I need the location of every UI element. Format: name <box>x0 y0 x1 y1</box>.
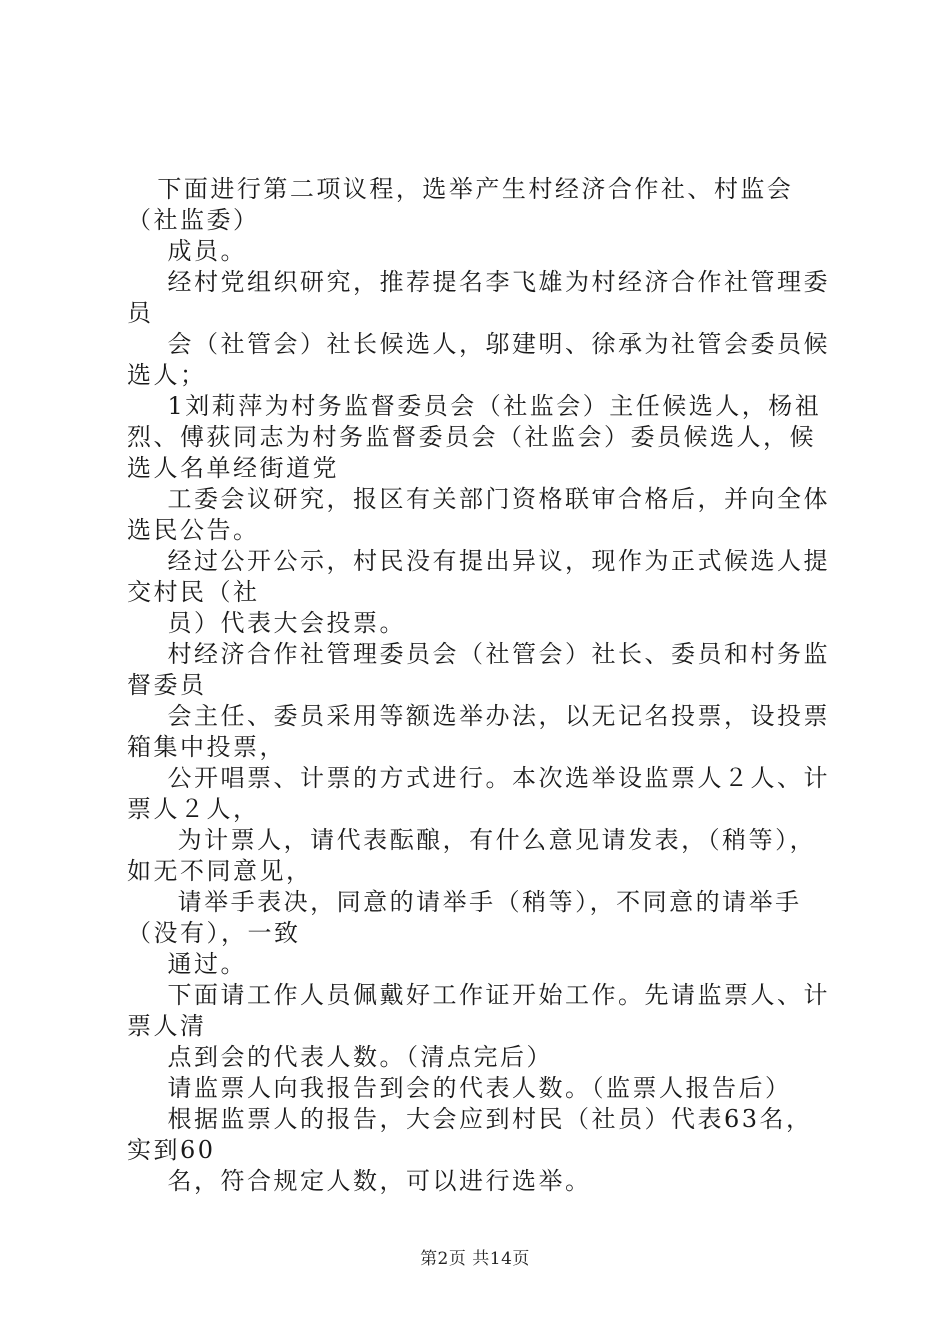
page-number-footer: 第2页 共14页 <box>420 1249 530 1269</box>
paragraph-17: 请监票人向我报告到会的代表人数。（监票人报告后） <box>127 1074 792 1102</box>
paragraph-11: 公开唱票、计票的方式进行。本次选举设监票人２人、计票人２人， <box>127 764 831 823</box>
paragraph-10: 会主任、委员采用等额选举办法，以无记名投票，设投票箱集中投票， <box>127 702 831 761</box>
paragraph-19: 名，符合规定人数，可以进行选举。 <box>127 1167 592 1195</box>
paragraph-15: 下面请工作人员佩戴好工作证开始工作。先请监票人、计票人清 <box>127 981 831 1040</box>
paragraph-9: 村经济合作社管理委员会（社管会）社长、委员和村务监督委员 <box>127 640 831 699</box>
paragraph-1: 下面进行第二项议程，选举产生村经济合作社、村监会（社监委） <box>127 175 794 234</box>
paragraph-7: 经过公开公示，村民没有提出异议，现作为正式候选人提交村民（社 <box>127 547 831 606</box>
paragraph-13: 请举手表决，同意的请举手（稍等），不同意的请举手（没有），一致 <box>127 888 802 947</box>
paragraph-3: 经村党组织研究，推荐提名李飞雄为村经济合作社管理委员 <box>127 268 831 327</box>
paragraph-12: 为计票人，请代表酝酿，有什么意见请发表，（稍等），如无不同意见， <box>127 826 817 885</box>
paragraph-4: 会（社管会）社长候选人，邬建明、徐承为社管会委员候选人； <box>127 330 831 389</box>
document-body <box>127 174 837 1197</box>
paragraph-16: 点到会的代表人数。（清点完后） <box>127 1043 554 1071</box>
paragraph-14: 通过。 <box>127 950 248 978</box>
paragraph-5: 1刘莉萍为村务监督委员会（社监会）主任候选人，杨祖烈、傅荻同志为村务监督委员会（社监会）委员候选人，候选人名单经街道党 <box>127 392 822 482</box>
paragraph-6: 工委会议研究，报区有关部门资格联审合格后，并向全体选民公告。 <box>127 485 831 544</box>
paragraph-2: 成员。 <box>127 237 248 265</box>
paragraph-8: 员）代表大会投票。 <box>127 609 407 637</box>
paragraph-18: 根据监票人的报告，大会应到村民（社员）代表63名，实到60 <box>127 1105 813 1164</box>
